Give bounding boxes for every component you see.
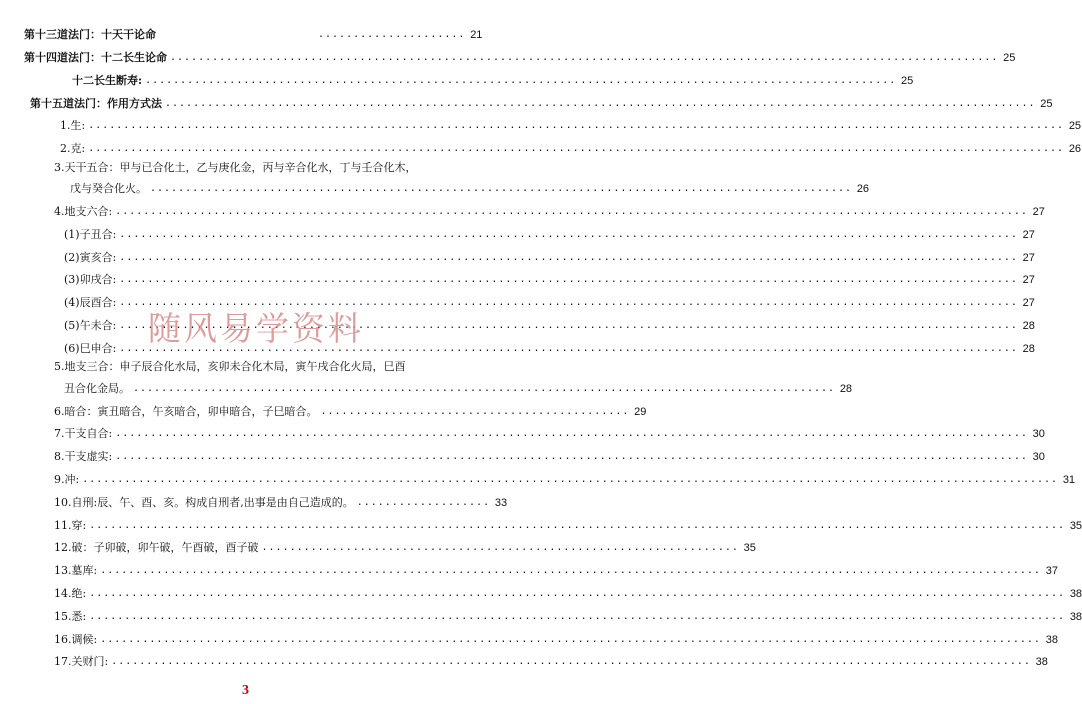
toc-entry-label-line1[interactable]: 3.天干五合：甲与已合化土，乙与庚化金，丙与辛合化水，丁与壬合化木， — [54, 161, 417, 174]
toc-entry-chuan[interactable] — [54, 517, 1082, 533]
toc-page-number: 30 — [1032, 451, 1045, 463]
toc-leader: .................................................................................................................................. — [115, 451, 1028, 462]
toc-entry-15[interactable] — [30, 95, 1053, 111]
toc-entry-label: 13.墓库: — [54, 564, 98, 577]
toc-page-number: 38 — [1045, 634, 1058, 646]
toc-page-number: 25 — [1040, 98, 1053, 110]
toc-entry-label: 12.破：子卯破，卯午破，午酉破，酉子破 — [54, 541, 259, 554]
toc-entry-label: 第十三道法门：十天干论命 — [24, 28, 156, 41]
toc-leader: ........................................................................................................... — [145, 75, 897, 86]
toc-entry-14[interactable] — [24, 49, 1016, 65]
toc-leader: ............................................................................................................................ — [165, 98, 1036, 109]
toc-page-number: 33 — [494, 497, 508, 509]
toc-entry-label: 第十四道法门：十二长生论命 — [24, 51, 167, 64]
toc-leader: ................... — [356, 497, 491, 508]
toc-entry-label: 十二长生断寿: — [72, 74, 143, 87]
toc-leader: ................................................................................................................................ — [119, 252, 1018, 263]
toc-page-number: 27 — [1022, 297, 1035, 309]
toc-entry-label: 8.干支虚实: — [54, 450, 113, 463]
toc-entry-label: 16.调候: — [54, 633, 98, 646]
toc-entry-dizhi-liuhe[interactable] — [54, 203, 1045, 219]
toc-page-number: 25 — [1003, 52, 1016, 64]
toc-entry-label: 第十五道法门：作用方式法 — [30, 97, 162, 110]
toc-leader: .................................................................................................... — [133, 383, 836, 394]
toc-entry-ganzhi-zihe[interactable] — [54, 425, 1045, 441]
toc-page-number: 27 — [1022, 274, 1035, 286]
toc-page-number: 37 — [1045, 565, 1058, 577]
toc-entry-label-line2: 戊与癸合化火。 — [70, 182, 147, 195]
toc-entry-label: 17.关财门: — [54, 655, 109, 668]
toc-page-number: 28 — [1022, 320, 1035, 332]
toc-entry-sheng[interactable] — [60, 117, 1082, 133]
toc-entry-anhe[interactable] — [54, 403, 647, 419]
toc-leader: ...................................................................................................................... — [170, 52, 999, 63]
page-number: 3 — [242, 683, 249, 698]
toc-leader: ........................................................................................................................................... — [89, 520, 1066, 531]
toc-leader: ........................................................................................................................................... — [89, 588, 1066, 599]
toc-page-number: 27 — [1022, 229, 1035, 241]
toc-entry-label: 6.暗合：寅丑暗合，午亥暗合，卯申暗合，子巳暗合。 — [54, 405, 318, 418]
toc-page-number: 38 — [1035, 656, 1048, 668]
toc-page-number: 35 — [743, 542, 756, 554]
watermark: 随风易学资料 — [148, 309, 364, 348]
toc-entry-label: (5)午未合: — [64, 319, 117, 332]
toc-entry-label: (6)巳申合: — [64, 342, 117, 355]
toc-leader: .................................................................................................... — [150, 183, 853, 194]
toc-entry-label-line1[interactable]: 5.地支三合：申子辰合化水局，亥卯未合化木局，寅午戌合化火局，巳酉 — [54, 360, 406, 373]
toc-leader: ................................................................................................................................ — [119, 343, 1018, 354]
toc-leader: ........................................................................................................................................... — [82, 474, 1059, 485]
toc-leader: ........................................................................................................................................... — [88, 143, 1065, 154]
toc-page-number: 21 — [470, 29, 483, 41]
toc-page-number: 27 — [1032, 206, 1045, 218]
toc-entry-guancaimen[interactable] — [54, 653, 1048, 669]
toc-entry-zixing[interactable] — [54, 494, 508, 510]
toc-entry-label: 9.冲: — [54, 473, 80, 486]
toc-leader: .................................................................... — [261, 542, 739, 553]
toc-entry-maoxu[interactable] — [64, 271, 1035, 287]
toc-entry-label: 7.干支自合: — [54, 427, 113, 440]
toc-leader: ................................................................................................................................ — [119, 297, 1018, 308]
toc-entry-label: (4)辰酉合: — [64, 296, 117, 309]
toc-entry-label: 15.悉: — [54, 610, 87, 623]
toc-page-number: 26 — [856, 183, 870, 195]
toc-page-number: 28 — [839, 383, 853, 395]
toc-entry-po[interactable] — [54, 539, 756, 555]
toc-leader: ...................................................................................................................................... — [100, 634, 1041, 645]
toc-page-number: 38 — [1069, 588, 1082, 600]
toc-entry-jue[interactable] — [54, 585, 1082, 601]
toc-page-number: 30 — [1032, 428, 1045, 440]
toc-entry-chong[interactable] — [54, 471, 1076, 487]
toc-leader: ................................................................................................................................ — [119, 320, 1018, 331]
toc-entry-label: (2)寅亥合: — [64, 251, 117, 264]
toc-entry-zichou[interactable] — [64, 226, 1035, 242]
toc-leader: ...................................................................................................................................... — [100, 565, 1041, 576]
toc-leader: ................................................................................................................................ — [119, 229, 1018, 240]
toc-leader: ................................................................................................................................... — [111, 656, 1031, 667]
toc-page-number: 27 — [1022, 252, 1035, 264]
toc-entry-xi[interactable] — [54, 608, 1082, 624]
toc-entry-label: 1.生: — [60, 119, 86, 132]
toc-entry-yinhai[interactable] — [64, 249, 1035, 265]
toc-page-number: 35 — [1069, 520, 1082, 532]
toc-leader: .................................................................................................................................. — [115, 428, 1028, 439]
toc-leader: ........................................................................................................................................... — [88, 120, 1065, 131]
toc-entry-13[interactable] — [24, 26, 483, 42]
toc-entry-muku[interactable] — [54, 562, 1058, 578]
toc-leader: ..................... — [318, 29, 466, 40]
toc-page-number: 26 — [1068, 143, 1082, 155]
toc-entry-dizhi-sanhe[interactable] — [64, 380, 853, 396]
toc-entry-label: (1)子丑合: — [64, 228, 117, 241]
toc-entry-tiaohou[interactable] — [54, 631, 1058, 647]
toc-page-number: 25 — [1068, 120, 1082, 132]
toc-leader: ............................................ — [320, 406, 630, 417]
toc-entry-ke[interactable] — [60, 140, 1082, 156]
toc-entry-label: 14.绝: — [54, 587, 87, 600]
toc-page-number: 38 — [1069, 611, 1082, 623]
toc-page-number: 29 — [634, 406, 647, 418]
toc-entry-tiangan-wuhe[interactable] — [70, 180, 870, 196]
toc-entry-label: 4.地支六合: — [54, 205, 113, 218]
toc-entry-label-line2: 丑合化金局。 — [64, 382, 130, 395]
toc-entry-label: (3)卯戌合: — [64, 273, 117, 286]
toc-leader: ........................................................................................................................................... — [89, 611, 1066, 622]
toc-leader: ................................................................................................................................ — [119, 274, 1018, 285]
toc-entry-label: 2.克: — [60, 142, 86, 155]
toc-entry-14-sub[interactable] — [72, 72, 914, 88]
toc-entry-ganzhi-xushi[interactable] — [54, 448, 1045, 464]
toc-entry-label: 10.自刑:辰、午、酉、亥。构成自刑者,出事是由自己造成的。 — [54, 496, 354, 509]
toc-leader: .................................................................................................................................. — [115, 206, 1028, 217]
toc-page-number: 31 — [1062, 474, 1076, 486]
toc-entry-label: 11.穿: — [54, 519, 87, 532]
toc-page-number: 25 — [901, 75, 914, 87]
toc-page-number: 28 — [1022, 343, 1035, 355]
